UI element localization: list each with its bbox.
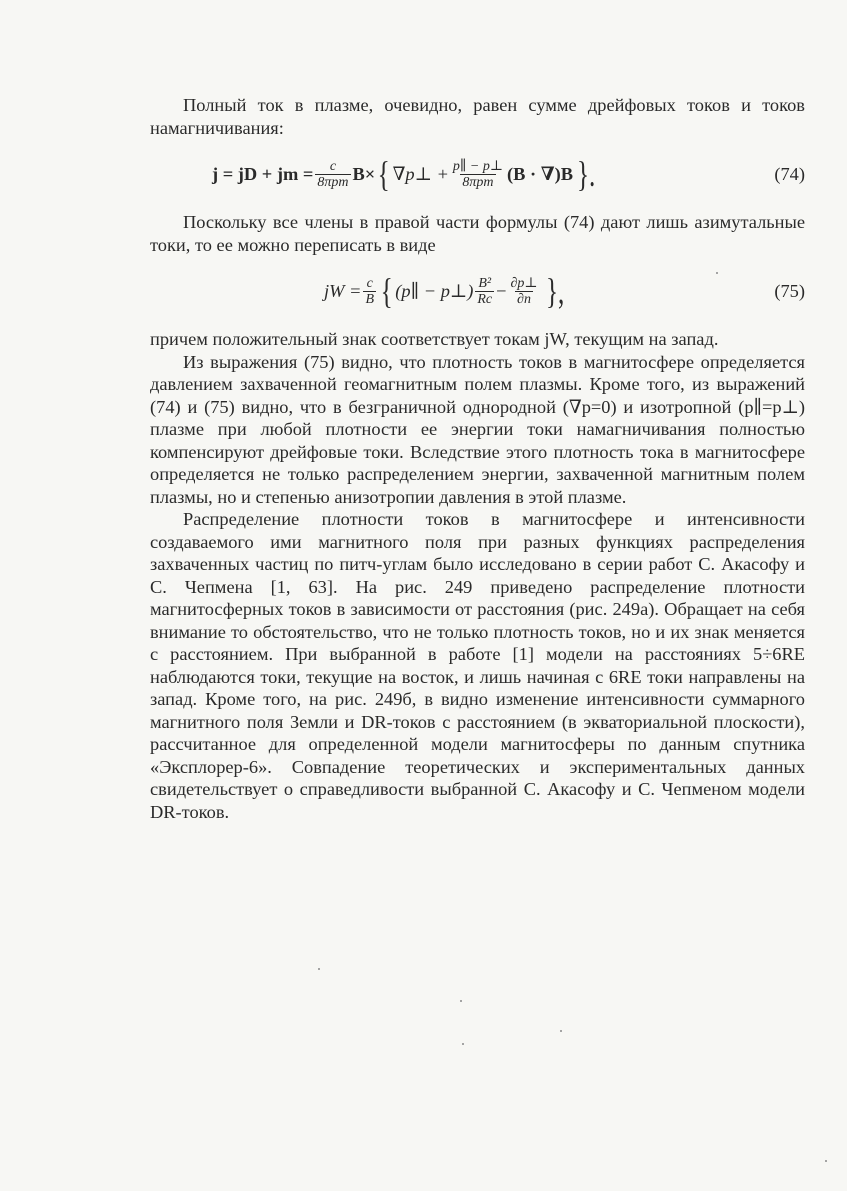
scan-speck xyxy=(462,1043,464,1045)
eq75-frac1-num: c xyxy=(366,275,373,291)
eq74-fraction-2 xyxy=(451,159,505,190)
eq75-frac3-den: ∂n xyxy=(517,291,531,307)
eq74-mid: B× xyxy=(352,163,376,184)
eq74-brace-close: }. xyxy=(576,154,596,194)
eq74-brace-open: { xyxy=(377,154,390,194)
eq75-fraction-1 xyxy=(363,276,376,307)
equation-75 xyxy=(150,262,805,320)
eq75-fraction-3 xyxy=(508,276,539,307)
paragraph-pressure: Из выражения (75) видно, что плотность токов в магнитосфере определяется давлением захваченной геомагнитным полем плазмы. Кроме того, из выражений (74) и (75) видно, что в безграничной однородной (∇p=0) и изотропной (p∥=p⊥) плазме при любой плотности ее энергии токи намагничивания полностью компенсируют дрейфовые токи. Вследствие этого плотность тока в магнитосфере определяется не только распределением энергии, захваченной магнитным полем плазмы, но и степенью анизотропии давления в этой плазме. xyxy=(150,351,805,507)
scan-speck xyxy=(460,1000,462,1002)
eq74-grad: ∇p⊥ + xyxy=(392,163,449,184)
eq74-fraction-1 xyxy=(315,159,350,190)
eq75-lhs: jW = xyxy=(324,280,362,301)
equation-74-expression xyxy=(212,145,599,203)
eq74-lhs: j = jD + jm = xyxy=(212,163,314,184)
eq75-frac3-num: ∂p⊥ xyxy=(510,275,538,291)
equation-74 xyxy=(150,145,805,203)
eq75-term: (p∥ − p⊥) xyxy=(395,280,474,301)
eq74-frac1-den: 8πpm xyxy=(317,174,349,190)
eq75-frac2-num: B² xyxy=(478,275,492,291)
paragraph-sign: причем положительный знак соответствует токам jW, текущим на запад. xyxy=(150,329,719,349)
scan-speck xyxy=(560,1030,562,1032)
equation-75-expression xyxy=(324,262,568,320)
paragraph-azimuthal: Поскольку все члены в правой части формулы (74) дают лишь азимутальные токи, то ее можно переписать в виде xyxy=(150,212,805,255)
eq75-brace-close: }, xyxy=(545,271,564,311)
text-body xyxy=(150,94,805,823)
paragraph-distribution: Распределение плотности токов в магнитосфере и интенсивности создаваемого ими магнитного поля при разных функциях распределения захваченных частиц по питч-углам было исследовано в серии работ С. Акасофу и С. Чепмена [1, 63]. На рис. 249 приведено распределение плотности магнитосферных токов в зависимости от расстояния (рис. 249а). Обращает на себя внимание то обстоятельство, что не только плотность токов, но и их знак меняется с расстоянием. При выбранной в работе [1] модели на расстояниях 5÷6RE наблюдаются токи, текущие на восток, и лишь начиная с 6RE токи направлены на запад. Кроме того, на рис. 249б, в видно изменение интенсивности суммарного магнитного поля Земли и DR-токов с расстоянием (в экваториальной плоскости), рассчитанное для определенной модели магнитосферы по данным спутника «Эксплорер-6». Совпадение теоретических и экспериментальных данных свидетельствует о справедливости выбранной С. Акасофу и С. Чепменом модели DR-токов. xyxy=(150,509,805,822)
scan-speck xyxy=(825,1160,827,1162)
eq74-frac2-den: 8πpm xyxy=(462,174,494,190)
eq74-frac2-num: p∥ − p⊥ xyxy=(452,158,503,174)
equation-75-number: (75) xyxy=(774,280,805,301)
eq75-frac1-den: B xyxy=(365,291,374,307)
eq75-minus: − xyxy=(496,280,507,301)
scan-speck xyxy=(716,272,718,274)
equation-74-number: (74) xyxy=(774,163,805,184)
eq75-fraction-2 xyxy=(475,276,494,307)
scan-speck xyxy=(318,968,320,970)
eq75-brace-open: { xyxy=(380,271,393,311)
eq74-frac1-num: c xyxy=(329,158,337,174)
eq75-frac2-den: Rc xyxy=(477,291,493,307)
eq74-tail: (B · ∇)B xyxy=(507,163,573,184)
paragraph-total-current: Полный ток в плазме, очевидно, равен сумме дрейфовых токов и токов намагничивания: xyxy=(150,95,805,138)
